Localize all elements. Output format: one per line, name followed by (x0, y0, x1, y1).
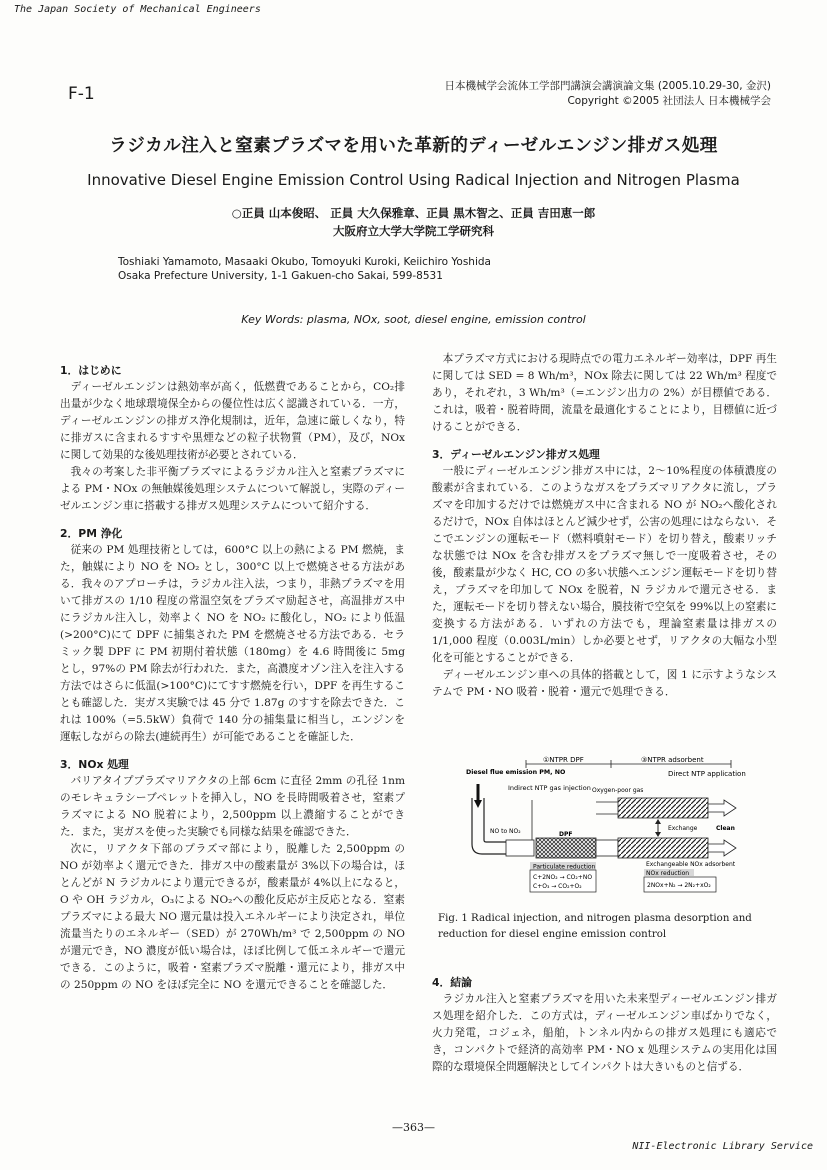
section-heading: 3．ディーゼルエンジン排ガス処理 (432, 448, 600, 461)
paragraph: 従来の PM 処理技術としては，600°C 以上の熱による PM 燃焼，また，触媒により NO を NO₂ とし，300°C 以上で燃焼させる方法がある．我々のアプローチは，ラジカル注入法，つまり，非熱プラズマを用いて排ガスの 1/10 程度の常温空気をプラズマ励起させ，高温排ガス中にラジカル注入し，効率よく NO を NO₂ に酸化し，NO₂ により低温(>200°C)にて DPF に捕集された PM を燃焼させる方法である．セラミック製 DPF に PM 初期付着状態（180mg）を 4.6 時間後に 5mg とし，97%の PM 除去が行われた．また，高濃度オゾン注入を注入する方法ではさらに低温(>100°C)にてすす燃焼を行い，DPF を再生することも確認した．実ガス実験では 45 分で 1.87g のすすを除去できた．これは 100%（=5.5kW）負荷で 140 分の捕集量に相当し，エンジンを運転しながらの除去(連続再生）が可能であることを確証した． (60, 544, 405, 743)
page-number: —363— (392, 1121, 435, 1134)
reaction-2: C+O₃ → CO₂+O₂ (533, 883, 582, 890)
authors-japanese: ○正員 山本俊昭、 正員 大久保雅章、正員 黒木智之、正員 吉田恵一郎 (231, 206, 596, 220)
title-japanese: ラジカル注入と窒素プラズマを用いた革新的ディーゼルエンジン排ガス処理 (109, 136, 718, 156)
figure-system-diagram (446, 754, 776, 896)
paragraph: 一般にディーゼルエンジン排ガス中には，2～10%程度の体積濃度の酸素が含まれている．このようなガスをプラズマリアクタに流し，プラズマを印加するだけでは燃焼ガス中に含まれる NO が NO₂へ酸化されるだけで，NOx 自体はほとんど減少せず，公害の処理にはならない．そこでエンジンの運転モード（燃料噴射モード）を切り替え，酸素リッチな状態では NOx を含む排ガスをプラズマ無しで一度吸着させ，その後，酸素量が少なく HC, CO の多い状態へエンジン運転モードを切り替え，プラズマを印加して NOx を脱着，N ラジカルで還元させる．また，運転モードを切り替えない場合，膜技術で空気を 99%以上の窒素に変換する方法がある．いずれの方法でも，理論窒素量は排ガスの 1/1,000 程度（0.003L/min）しか必要とせず，リアクタの大幅な小型化を可能とすることができる． (432, 465, 777, 664)
paragraph: 本プラズマ方式における現時点での電力エネルギー効率は，DPF 再生に関しては SED = 8 Wh/m³，NOx 除去に関しては 22 Wh/m³ 程度であり，それぞれ，3 Wh/m³（=エンジン出力の 2%）が目標値である．これは，吸着・脱着時間，流量を最適化することにより，目標値に近づけることができる． (432, 353, 777, 433)
section-heading: 3．NOx 処理 (60, 758, 129, 771)
label-ntpr-dpf: ①NTPR DPF (543, 756, 584, 764)
conference-line: 日本機械学会流体工学部門講演会講演論文集 (2005.10.29-30, 金沢) (444, 80, 771, 92)
outlet-arrow (708, 800, 736, 816)
affiliation-english: Osaka Prefecture University, 1-1 Gakuen-cho Sakai, 599-8531 (118, 270, 443, 282)
adsorbent-lower (618, 838, 708, 858)
label-exchangeable: Exchangeable NOx adsorbent (646, 861, 736, 868)
affiliation-japanese: 大阪府立大学大学院工学研究科 (333, 224, 494, 238)
label-direct-ntp: Direct NTP application (668, 770, 746, 778)
section-heading: 4．結論 (432, 976, 472, 989)
section-heading: 2．PM 浄化 (60, 527, 123, 540)
section-heading: 1．はじめに (60, 364, 122, 377)
label-ntpr-adsorbent: ③NTPR adsorbent (641, 756, 704, 764)
footer-service: NII-Electronic Library Service (632, 1141, 813, 1152)
paragraph: 我々の考案した非平衡プラズマによるラジカル注入と窒素プラズマによる PM・NOx の無触媒後処理システムについて解説し，実際のディーゼルエンジン車に搭載する排ガス処理システムについて紹介する． (60, 466, 405, 512)
reaction-1: C+2NO₂ → CO₂+NO (533, 874, 593, 881)
authors-block-japanese (0, 204, 827, 240)
dpf-block (536, 838, 596, 858)
copyright-line: Copyright ©2005 社団法人 日本機械学会 (567, 95, 771, 107)
paragraph: ディーゼルエンジン車への具体的搭載として，図 1 に示すようなシステムで PM・NO 吸着・脱着・還元で処理できる． (432, 669, 777, 698)
adsorbent-upper (618, 798, 708, 818)
paragraph: ラジカル注入と窒素プラズマを用いた未来型ディーゼルエンジン排ガス処理を紹介した．この方式は，ディーゼルエンジン車ばかりでなく，火力発電，コジェネ，船舶，トンネル内からの排ガス処理にも適応でき，コンパクトで経済的高効率 PM・NO x 処理システムの実用化は国際的な環境保全問題解決としてインパクトは大きいものと信ずる． (432, 993, 777, 1073)
label-no-to-no2: NO to NO₂ (490, 828, 521, 835)
authors-block-english (118, 255, 491, 283)
label-exchange: Exchange (668, 825, 698, 832)
label-diesel-flue: Diesel flue emission PM, NO (466, 769, 566, 776)
label-indirect-ntp: Indirect NTP gas injection (508, 784, 591, 792)
exhaust-pipe (472, 798, 506, 854)
figure-caption: Fig. 1 Radical injection, and nitrogen plasma desorption and reduction for diesel engine emission control (438, 913, 752, 940)
keywords: Key Words: plasma, NOx, soot, diesel engine, emission control (241, 313, 586, 326)
outlet-arrow (708, 840, 736, 856)
authors-english: Toshiaki Yamamoto, Masaaki Okubo, Tomoyuki Kuroki, Keiichiro Yoshida (118, 256, 491, 268)
label-nox-reduction: NOx reduction (646, 870, 690, 877)
conference-info (445, 79, 771, 109)
label-oxygen-poor: Oxygen-poor gas (592, 787, 644, 794)
label-dpf: DPF (559, 831, 573, 838)
title-english: Innovative Diesel Engine Emission Control Using Radical Injection and Nitrogen Plasma (87, 171, 740, 189)
paper-id: F-1 (68, 84, 95, 104)
reaction-3: 2NOx+N₂ → 2N₂+xO₂ (647, 882, 711, 889)
right-column-lower (432, 968, 777, 1076)
right-column (432, 351, 777, 701)
paragraph: 次に，リアクタ下部のプラズマ部により，脱離した 2,500ppm の NO が効率よく還元できた．排ガス中の酸素量が 3%以下の場合は，ほとんどが N ラジカルにより還元できるが，酸素量が 4%以上になると，O や OH ラジカル，O₃による NO₂への酸化反応が主反応となる．窒素プラズマによる最大 NO 還元量は投入エネルギーにより決定され，単位流量当たりのエネルギー（SED）が 270Wh/m³ で 2,500ppm の NO が還元でき，NO 濃度が低い場合は，ほぼ比例して低エネルギーで還元できる．このように，吸着・窒素プラズマ脱離・還元により，排ガス中の 250ppm の NO をほぼ完全に NO を還元できることを確認した． (60, 843, 405, 991)
paragraph: ディーゼルエンジンは熱効率が高く，低燃費であることから，CO₂排出量が少なく地球環境保全からの優位性は広く認識されている．一方，ディーゼルエンジンの排ガス浄化規制は，近年，急速に厳しくなり，特に排ガスに含まれるすすや黒煙などの粒子状物質（PM），及び，NOx に関して効果的な後処理技術が必要とされている． (60, 381, 405, 461)
paragraph: バリアタイププラズマリアクタの上部 6cm に直径 2mm の孔径 1nm のモレキュラシーブペレットを挿入し，NO を長時間吸着させ，窒素プラズマによる NO 脱着により，2,500ppm 以上濃縮することができた．また，実ガスを使った実験でも同様な結果を確認できた． (60, 775, 405, 838)
running-header: The Japan Society of Mechanical Engineers (14, 4, 261, 15)
left-column (60, 356, 405, 994)
label-clean: Clean (716, 825, 735, 832)
label-particulate: Particulate reduction (533, 863, 596, 871)
